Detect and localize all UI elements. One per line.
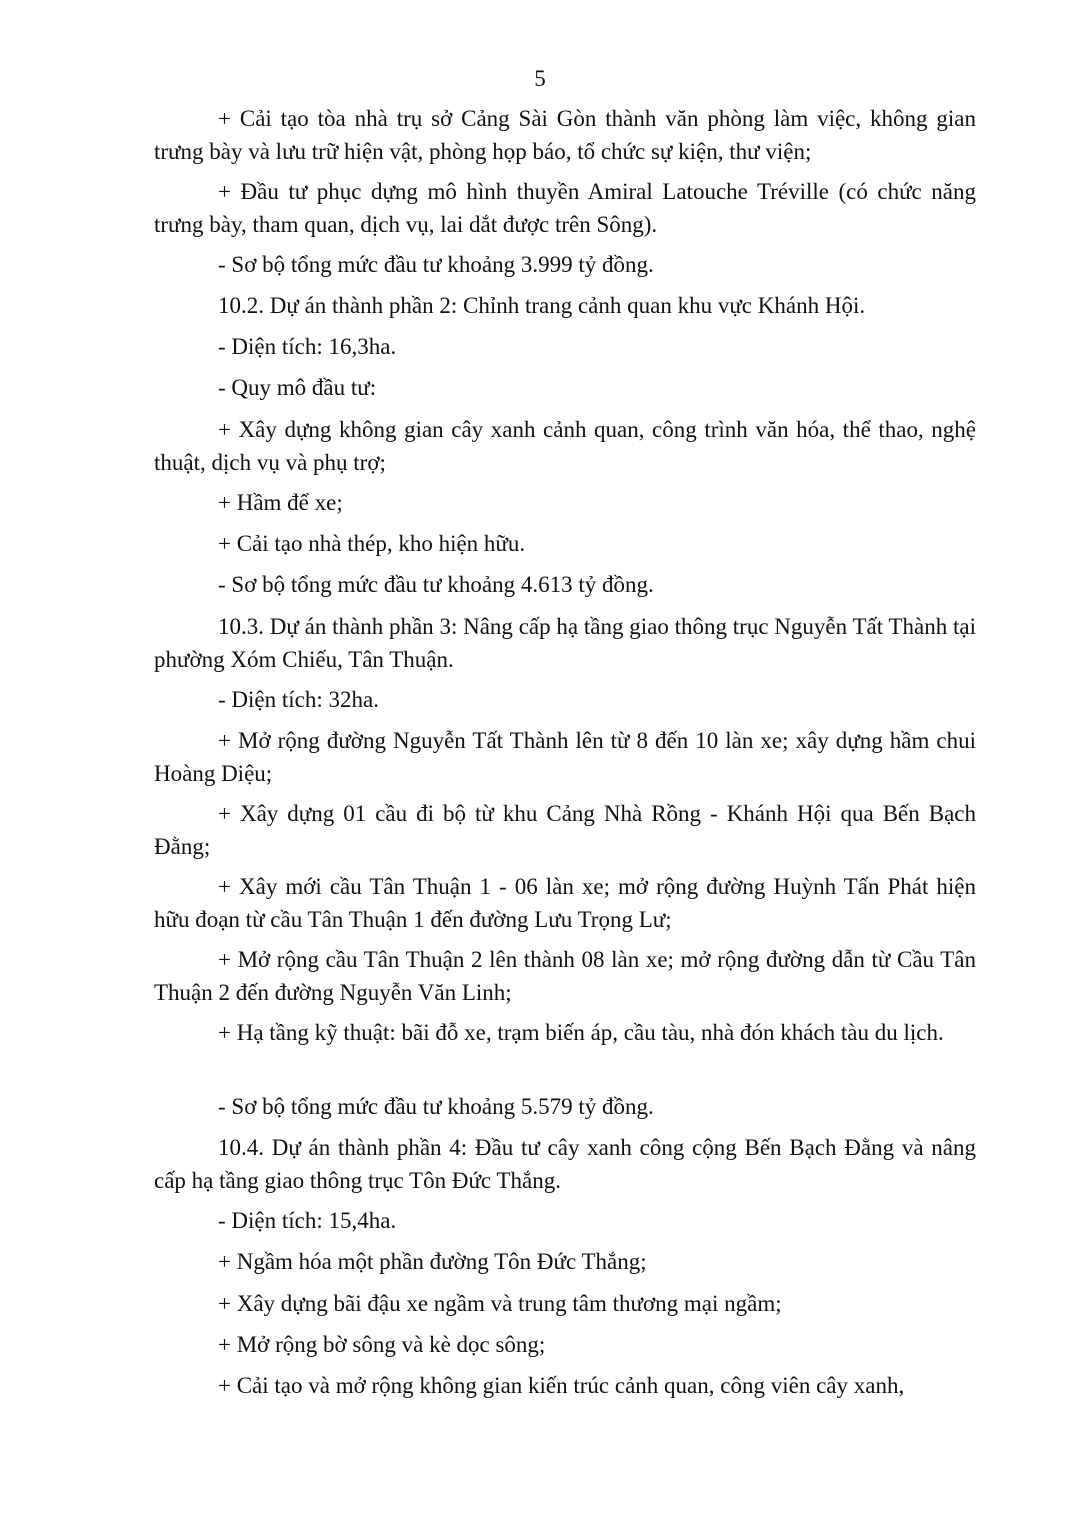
paragraph-20: - Diện tích: 15,4ha. bbox=[218, 1208, 397, 1233]
paragraph-8: + Hầm để xe; bbox=[218, 490, 343, 515]
paragraph-22: + Xây dựng bãi đậu xe ngầm và trung tâm thương mại ngầm; bbox=[218, 1291, 782, 1316]
paragraph-9: + Cải tạo nhà thép, kho hiện hữu. bbox=[218, 531, 526, 556]
paragraph-16: + Mở rộng cầu Tân Thuận 2 lên thành 08 làn xe; mở rộng đường dẫn từ Cầu Tân Thuận 2 đến đường Nguyễn Văn Linh; bbox=[154, 947, 976, 1005]
paragraph-2: + Đầu tư phục dựng mô hình thuyền Amiral Latouche Tréville (có chức năng trưng bày, tham quan, dịch vụ, lai dắt được trên Sông). bbox=[154, 179, 976, 237]
paragraph-24: + Cải tạo và mở rộng không gian kiến trúc cảnh quan, công viên cây xanh, bbox=[218, 1373, 905, 1398]
paragraph-23: + Mở rộng bờ sông và kè dọc sông; bbox=[218, 1332, 546, 1357]
paragraph-18: - Sơ bộ tổng mức đầu tư khoảng 5.579 tỷ đồng. bbox=[218, 1094, 654, 1119]
paragraph-7: + Xây dựng không gian cây xanh cảnh quan, công trình văn hóa, thể thao, nghệ thuật, dịch vụ và phụ trợ; bbox=[154, 417, 976, 475]
paragraph-5: - Diện tích: 16,3ha. bbox=[218, 334, 397, 359]
paragraph-19: 10.4. Dự án thành phần 4: Đầu tư cây xanh công cộng Bến Bạch Đằng và nâng cấp hạ tầng giao thông trục Tôn Đức Thắng. bbox=[154, 1135, 976, 1193]
paragraph-15: + Xây mới cầu Tân Thuận 1 - 06 làn xe; mở rộng đường Huỳnh Tấn Phát hiện hữu đoạn từ cầu Tân Thuận 1 đến đường Lưu Trọng Lư; bbox=[154, 874, 976, 932]
paragraph-4: 10.2. Dự án thành phần 2: Chỉnh trang cảnh quan khu vực Khánh Hội. bbox=[218, 293, 866, 318]
paragraph-1: + Cải tạo tòa nhà trụ sở Cảng Sài Gòn thành văn phòng làm việc, không gian trưng bày và lưu trữ hiện vật, phòng họp báo, tổ chức sự kiện, thư viện; bbox=[154, 106, 976, 164]
paragraph-14: + Xây dựng 01 cầu đi bộ từ khu Cảng Nhà Rồng - Khánh Hội qua Bến Bạch Đằng; bbox=[154, 801, 976, 859]
paragraph-21: + Ngầm hóa một phần đường Tôn Đức Thắng; bbox=[218, 1249, 647, 1274]
paragraph-13: + Mở rộng đường Nguyễn Tất Thành lên từ 8 đến 10 làn xe; xây dựng hầm chui Hoàng Diệu; bbox=[154, 728, 976, 786]
paragraph-12: - Diện tích: 32ha. bbox=[218, 687, 379, 712]
paragraph-6: - Quy mô đầu tư: bbox=[218, 375, 377, 400]
paragraph-11: 10.3. Dự án thành phần 3: Nâng cấp hạ tầng giao thông trục Nguyễn Tất Thành tại phường Xóm Chiếu, Tân Thuận. bbox=[154, 614, 976, 672]
page-number: 5 bbox=[534, 66, 546, 91]
paragraph-3: - Sơ bộ tổng mức đầu tư khoảng 3.999 tỷ đồng. bbox=[218, 252, 654, 277]
paragraph-10: - Sơ bộ tổng mức đầu tư khoảng 4.613 tỷ đồng. bbox=[218, 572, 654, 597]
paragraph-17: + Hạ tầng kỹ thuật: bãi đỗ xe, trạm biến áp, cầu tàu, nhà đón khách tàu du lịch. bbox=[218, 1020, 944, 1045]
